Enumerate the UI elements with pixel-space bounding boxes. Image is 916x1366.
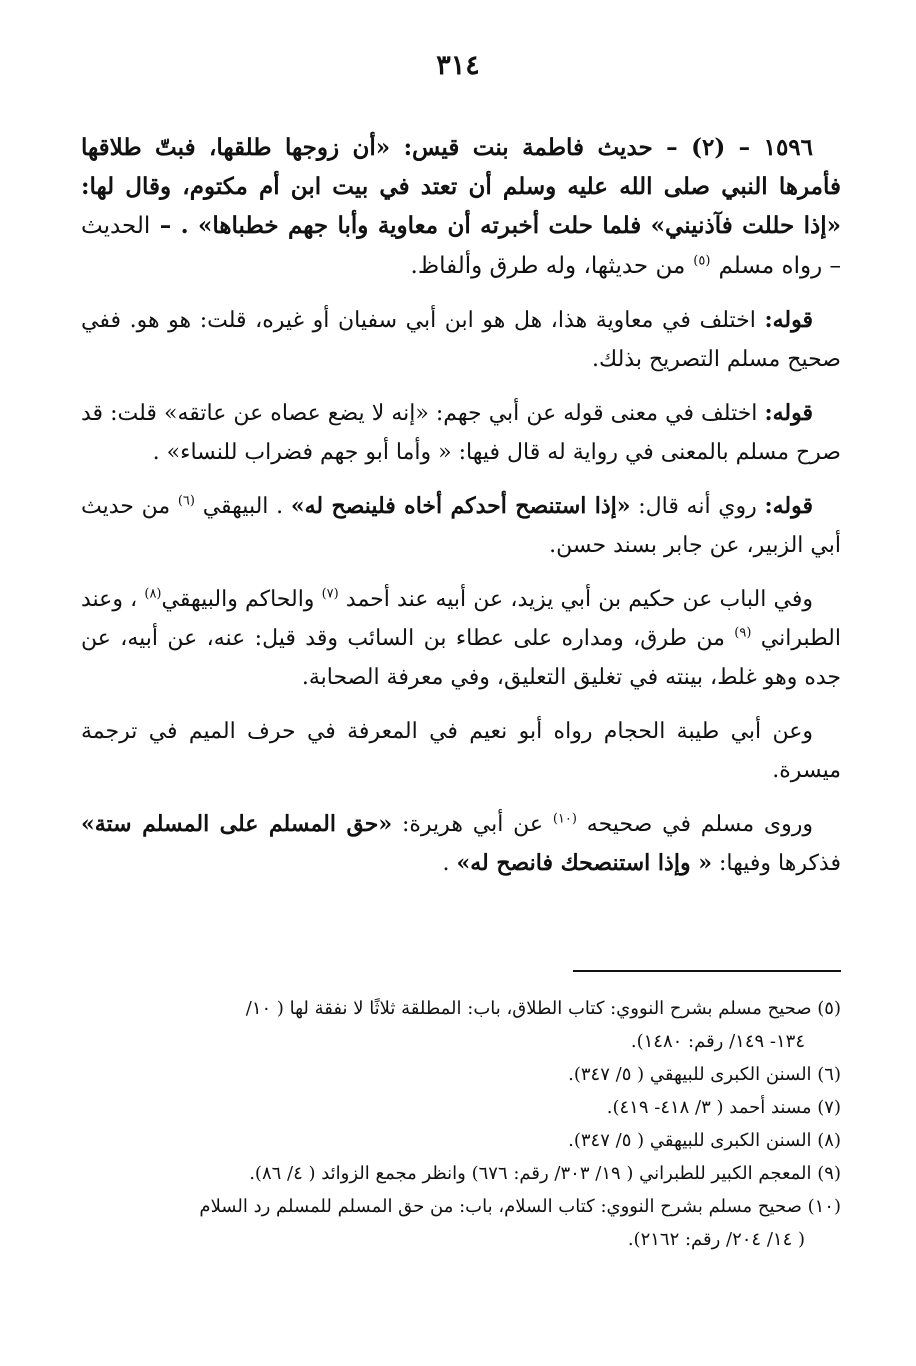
footnotes [81,992,841,1256]
footnote-ref-5: (٥) [693,253,711,269]
qawluhu-label: قوله: [764,307,813,333]
footnote-ref-6: (٦) [177,493,195,509]
footnote-10 [81,1190,841,1256]
commentary-text: اختلف في معاوية هذا، هل هو ابن أبي سفيان أو غيره، قلت: هو هو. ففي صحيح مسلم التصريح بذلك. [81,308,841,372]
footnote-divider [573,970,841,972]
footnote-7: (٧) مسند أحمد ( ٣/ ٤١٨- ٤١٩). [606,1097,841,1118]
footnote-6: (٦) السنن الكبرى للبيهقي ( ٥/ ٣٤٧). [568,1064,841,1085]
qawluhu-label: قوله: [764,400,813,426]
commentary-text: روي أنه قال: [638,494,757,519]
footnote-text: (١٠) صحيح مسلم بشرح النووي: كتاب السلام، باب: من حق المسلم للمسلم رد السلام [199,1196,841,1217]
commentary-abu-jahm [81,394,841,472]
hadith-source-tail: من حديثها، وله طرق وألفاظ. [410,253,686,279]
footnote-8: (٨) السنن الكبرى للبيهقي ( ٥/ ٣٤٧). [568,1130,841,1151]
main-text [81,128,841,898]
qawluhu-label: قوله: [764,493,814,519]
commentary-text: وفي الباب عن حكيم بن أبي يزيد، عن أبيه عند أحمد [345,587,813,612]
commentary-muawiya [81,301,841,379]
commentary-text: من حديث أبي الزبير، عن جابر بسند حسن. [81,494,841,558]
commentary-istinsah [81,487,841,565]
hadith-text: ١٥٩٦ – (٢) – حديث فاطمة بنت قيس: «أن زوجها طلقها، فبتّ طلاقها فأمرها النبي صلى الله عليه وسلم أن تعتد في بيت ابن أم مكتوم، وقال لها: «إذا حللت فآذنيني» فلما حلت أخبرته أن معاوية وأبا جهم خطباها» . – [81,134,841,239]
quoted-hadith: « وإذا استنصحك فانصح له» [456,850,712,876]
hadith-source: الحديث – رواه مسلم [81,213,841,279]
footnote-ref-7: (٧) [321,586,339,602]
commentary-text: . [442,851,450,876]
footnote-ref-9: (٩) [734,625,752,641]
footnote-text: ١٣٤- ١٤٩/ رقم: ١٤٨٠). [630,1031,805,1052]
footnote-9: (٩) المعجم الكبير للطبراني ( ١٩/ ٣٠٣/ رقم: ٦٧٦) وانظر مجمع الزوائد ( ٤/ ٨٦). [249,1163,841,1184]
hadith-paragraph [81,128,841,286]
commentary-text: فذكرها وفيها: [718,851,841,876]
commentary-abu-hurayra [81,805,841,883]
footnote-5 [81,992,841,1058]
footnote-ref-10: (١٠) [552,811,577,827]
commentary-text: من طرق، ومداره على عطاء بن السائب وقد قيل: عنه، عن أبيه، عن جده وهو غلط، بينته في تغليق التعليق، وفي معرفة الصحابة. [81,626,841,690]
footnote-text: ( ١٤/ ٢٠٤/ رقم: ٢١٦٢). [627,1229,805,1250]
commentary-text: اختلف في معنى قوله عن أبي جهم: «إنه لا يضع عصاه عن عاتقه» قلت: قد صرح مسلم بالمعنى في رواية له قال فيها: « وأما أبو جهم فضراب للنساء» . [81,401,841,465]
commentary-text: وعن أبي طيبة الحجام رواه أبو نعيم في المعرفة في حرف الميم في ترجمة ميسرة. [81,719,841,783]
quoted-hadith: «إذا استنصح أحدكم أخاه فلينصح له» [290,493,631,519]
commentary-text: ، وعند الطبراني [81,587,841,651]
quoted-hadith: «حق المسلم على المسلم ستة» [81,811,393,837]
commentary-text: . البيهقي [202,494,284,519]
footnote-text: (٥) صحيح مسلم بشرح النووي: كتاب الطلاق، باب: المطلقة ثلاثًا لا نفقة لها ( ١٠/ [245,998,841,1019]
page-number: ٣١٤ [436,50,480,81]
footnote-ref-8: (٨) [144,586,162,602]
commentary-text: وروى مسلم في صحيحه [586,812,814,837]
commentary-abu-tayba [81,712,841,790]
commentary-hakim [81,580,841,697]
commentary-text: عن أبي هريرة: [401,812,543,837]
commentary-text: والحاكم والبيهقي [161,587,315,612]
